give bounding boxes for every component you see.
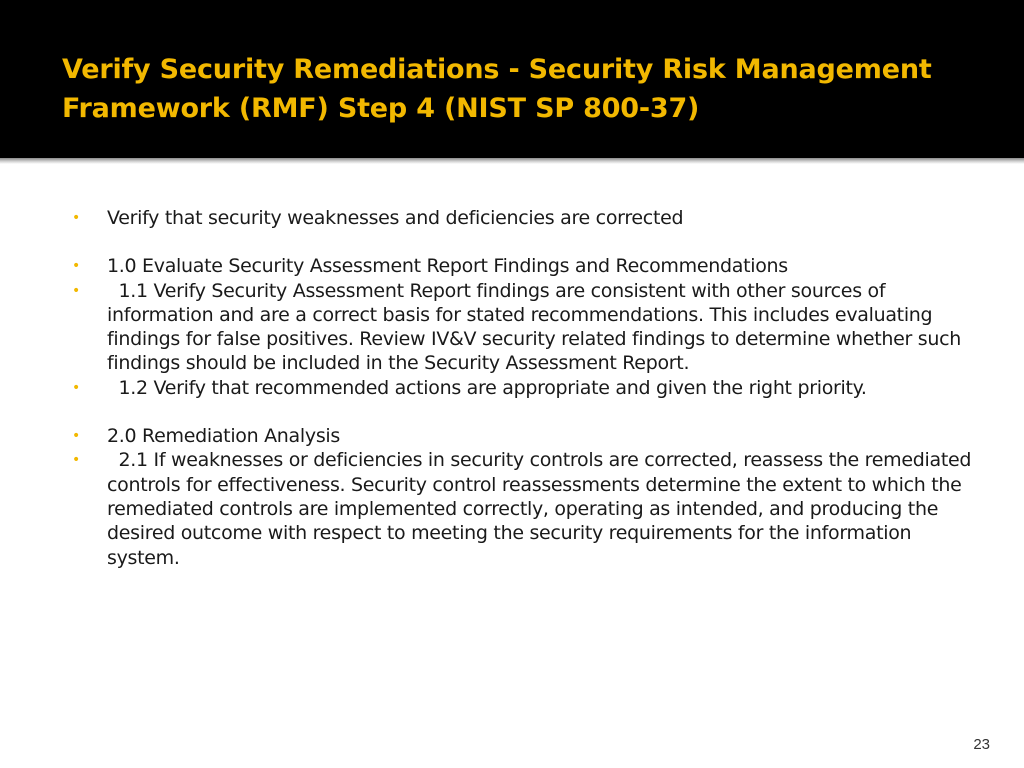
bullet-marker: • — [72, 282, 80, 299]
bullet-item — [72, 424, 972, 448]
bullet-item — [72, 376, 972, 400]
bullet-list — [72, 206, 972, 570]
bullet-item — [72, 448, 972, 569]
bullet-marker: • — [72, 258, 80, 275]
bullet-marker: • — [72, 428, 80, 445]
page-number: 23 — [973, 736, 990, 753]
bullet-text: 1.1 Verify Security Assessment Report findings are consistent with other sources of information and are a correct basis for stated recommendations. This includes evaluating findings for false positives. Review IV&V security related findings to determine whether such findings should be included in the Security Assessment Report. — [107, 279, 961, 375]
bullet-text: 2.1 If weaknesses or deficiencies in security controls are corrected, reassess the remediated controls for effectiveness. Security control reassessments determine the extent to which the remediated controls are implemented correctly, operating as intended, and producing the desired outcome with respect to meeting the security requirements for the information system. — [107, 449, 972, 569]
bullet-text: 1.2 Verify that recommended actions are appropriate and given the right priority. — [118, 376, 867, 399]
bullet-item — [72, 279, 972, 376]
bullet-text: Verify that security weaknesses and deficiencies are corrected — [107, 207, 684, 229]
title-divider — [0, 158, 1024, 164]
bullet-text: 1.0 Evaluate Security Assessment Report Findings and Recommendations — [107, 255, 788, 278]
bullet-marker: • — [72, 210, 80, 226]
bullet-item — [72, 206, 972, 230]
bullet-marker: • — [72, 452, 80, 469]
bullet-item — [72, 254, 972, 278]
title-bar — [0, 0, 1024, 158]
bullet-marker: • — [72, 379, 80, 396]
bullet-text: 2.0 Remediation Analysis — [107, 425, 340, 448]
slide-title: Verify Security Remediations - Security Risk Management Framework (RMF) Step 4 (NIST SP 800-37) — [62, 54, 932, 124]
